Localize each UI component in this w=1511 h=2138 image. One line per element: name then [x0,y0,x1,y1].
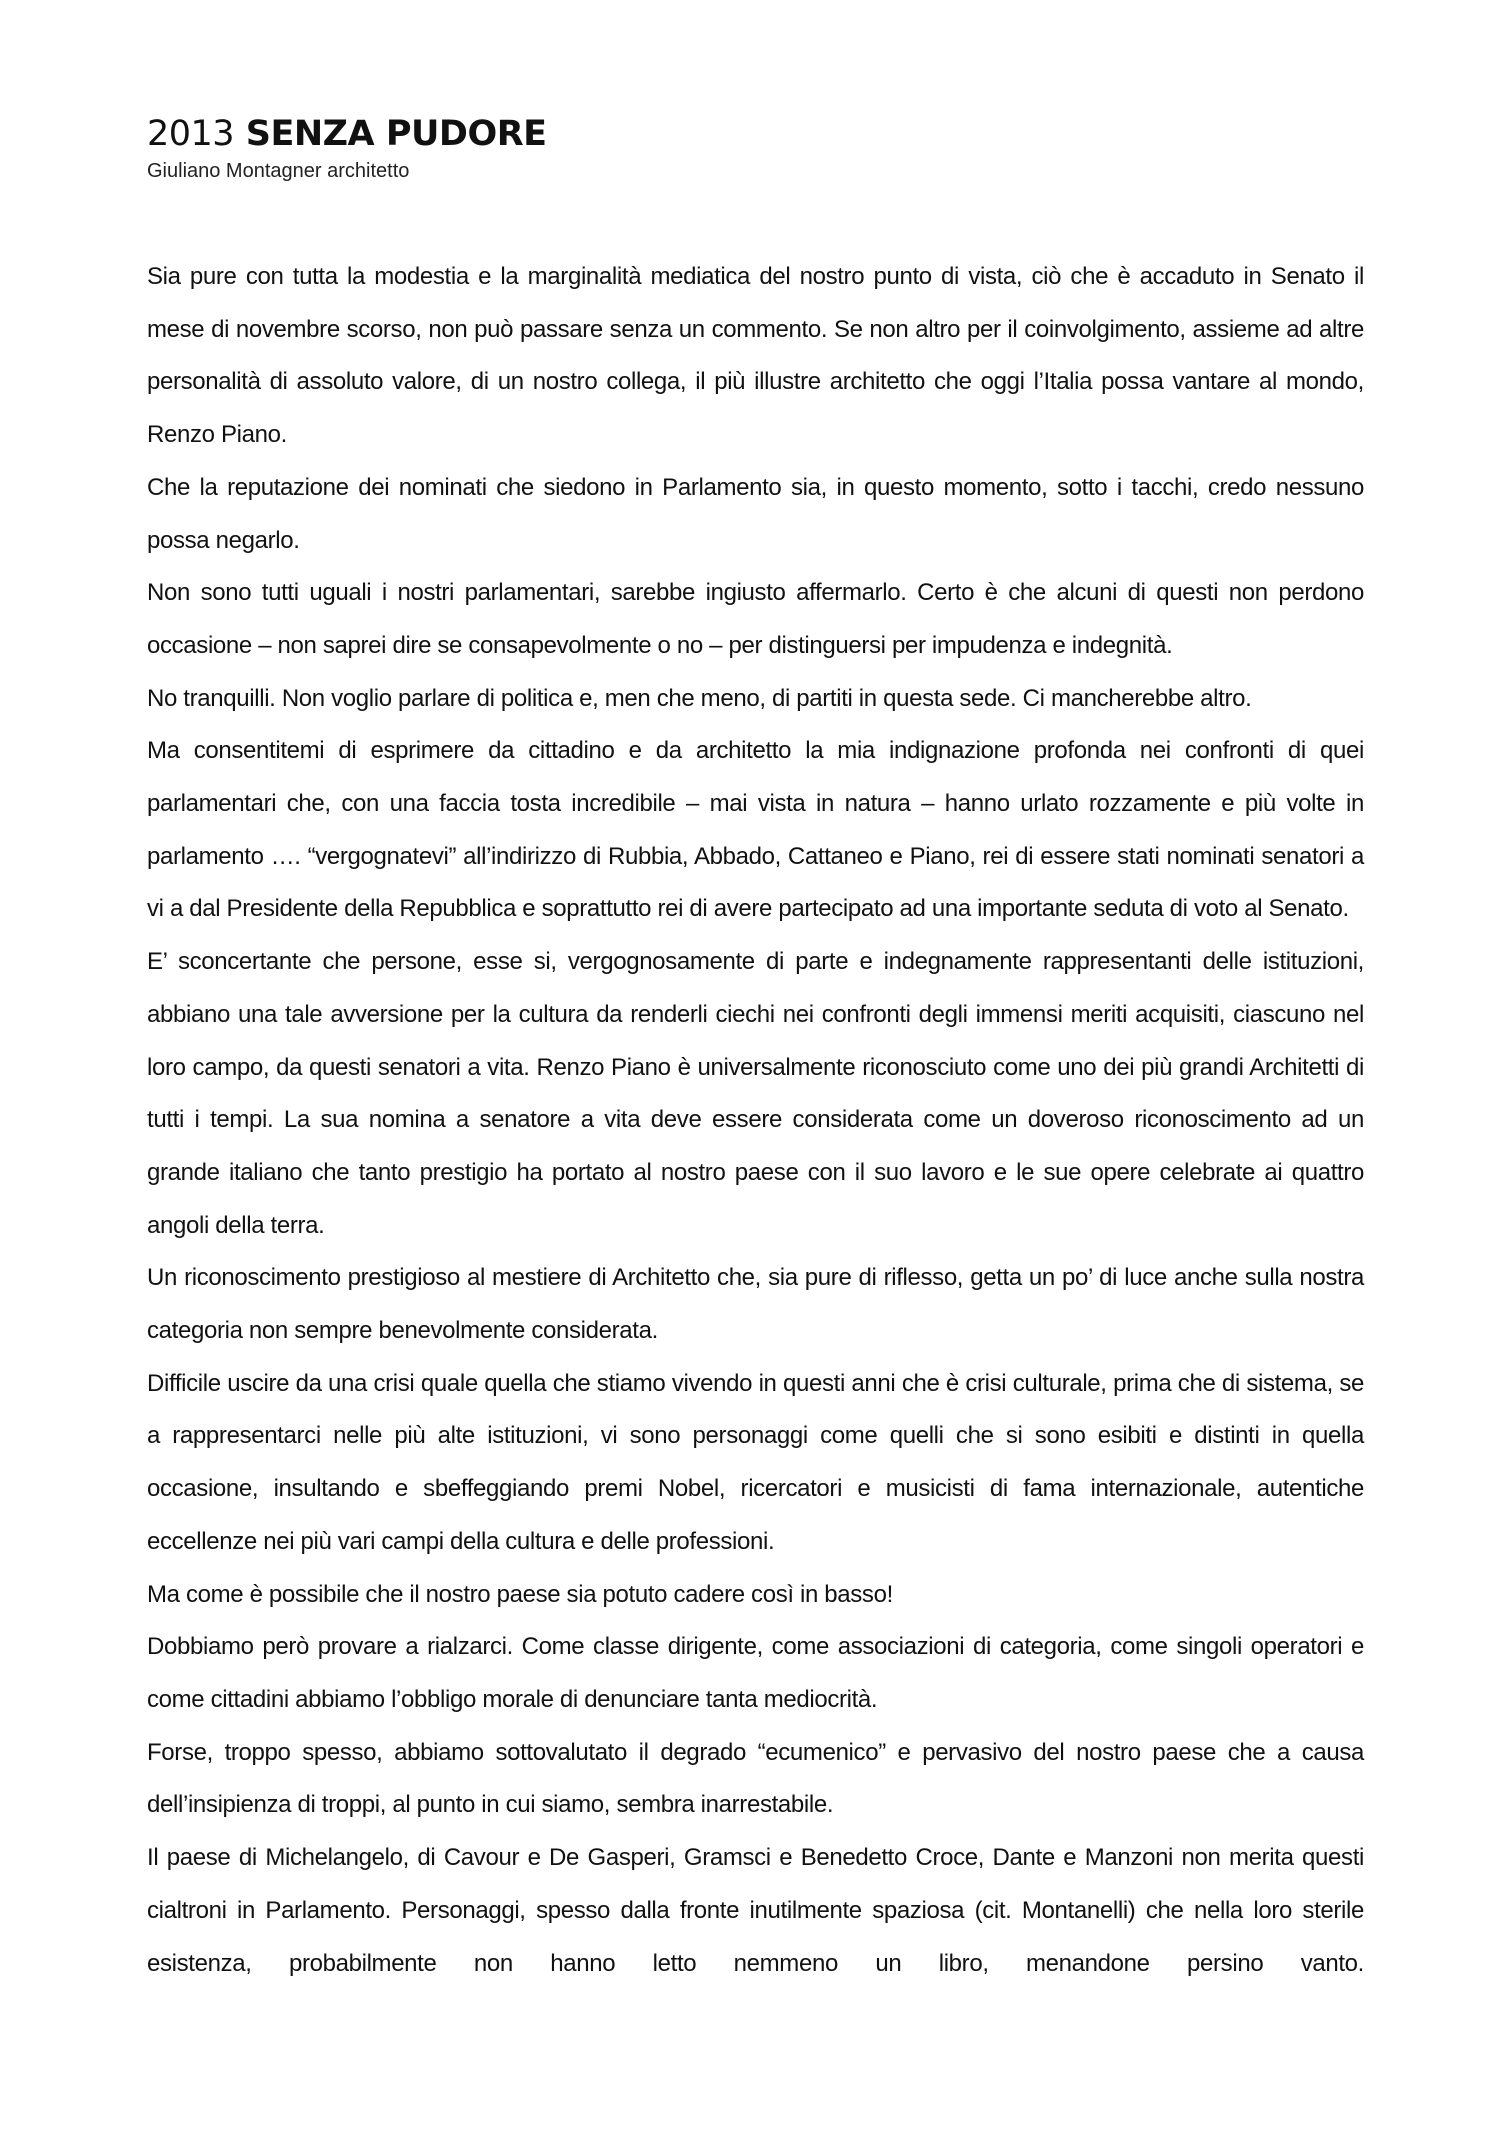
article-body [147,251,1364,1990]
document-page [147,110,1364,1990]
paragraph-8: Difficile uscire da una crisi quale quella che stiamo vivendo in questi anni che è crisi culturale, prima che di sistema, se a rappresentarci nelle più alte istituzioni, vi sono personaggi come quelli che si sono esibiti e distinti in quella occasione, insultando e sbeffeggiando premi Nobel, ricercatori e musicisti di fama internazionale, autentiche eccellenze nei più vari campi della cultura e delle professioni. [147,1369,1364,1555]
paragraph-4: No tranquilli. Non voglio parlare di politica e, men che meno, di partiti in questa sede. Ci mancherebbe altro. [147,684,1252,712]
paragraph-1: Sia pure con tutta la modestia e la marginalità mediatica del nostro punto di vista, ciò che è accaduto in Senato il mese di novembre scorso, non può passare senza un commento. Se non altro per il coinvolgimento, assieme ad altre personalità di assoluto valore, di un nostro collega, il più illustre architetto che oggi l’Italia possa vantare al mondo, Renzo Piano. [147,263,1364,449]
title-year: 2013 [147,114,235,154]
paragraph-10: Dobbiamo però provare a rialzarci. Come classe dirigente, come associazioni di categoria, come singoli operatori e come cittadini abbiamo l’obbligo morale di denunciare tanta mediocrità. [147,1633,1364,1713]
document-title [147,110,1364,158]
title-text: SENZA PUDORE [245,114,547,154]
paragraph-11: Forse, troppo spesso, abbiamo sottovalutato il degrado “ecumenico” e pervasivo del nostro paese che a causa dell’insipienza di troppi, al punto in cui siamo, sembra inarrestabile. [147,1738,1364,1819]
paragraph-5: Ma consentitemi di esprimere da cittadino e da architetto la mia indignazione profonda nei confronti di quei parlamentari che, con una faccia tosta incredibile – mai vista in natura – hanno urlato rozzamente e più volte in parlamento …. “vergognatevi” all’indirizzo di Rubbia, Abbado, Cattaneo e Piano, rei di essere stati nominati senatori a vi a dal Presidente della Repubblica e soprattutto rei di avere partecipato ad una importante seduta di voto al Senato. [147,737,1364,923]
author-line: Giuliano Montagner architetto [147,160,410,182]
paragraph-7: Un riconoscimento prestigioso al mestiere di Architetto che, sia pure di riflesso, getta un po’ di luce anche sulla nostra categoria non sempre benevolmente considerata. [147,1264,1364,1345]
paragraph-3: Non sono tutti uguali i nostri parlamentari, sarebbe ingiusto affermarlo. Certo è che alcuni di questi non perdono occasione – non saprei dire se consapevolmente o no – per distinguersi per impudenza e indegnità. [147,579,1364,659]
paragraph-12: Il paese di Michelangelo, di Cavour e De Gasperi, Gramsci e Benedetto Croce, Dante e Manzoni non merita questi cialtroni in Parlamento. Personaggi, spesso dalla fronte inutilmente spaziosa (cit. Montanelli) che nella loro sterile esistenza, probabilmente non hanno letto nemmeno un libro, menandone persino vanto. [147,1844,1364,1977]
paragraph-6: E’ sconcertante che persone, esse si, vergognosamente di parte e indegnamente rappresentanti delle istituzioni, abbiano una tale avversione per la cultura da renderli ciechi nei confronti degli immensi meriti acquisiti, ciascuno nel loro campo, da questi senatori a vita. Renzo Piano è universalmente riconosciuto come uno dei più grandi Architetti di tutti i tempi. La sua nomina a senatore a vita deve essere considerata come un doveroso riconoscimento ad un grande italiano che tanto prestigio ha portato al nostro paese con il suo lavoro e le sue opere celebrate ai quattro angoli della terra. [147,948,1364,1239]
paragraph-9: Ma come è possibile che il nostro paese sia potuto cadere così in basso! [147,1580,893,1608]
paragraph-2: Che la reputazione dei nominati che siedono in Parlamento sia, in questo momento, sotto i tacchi, credo nessuno possa negarlo. [147,473,1364,554]
